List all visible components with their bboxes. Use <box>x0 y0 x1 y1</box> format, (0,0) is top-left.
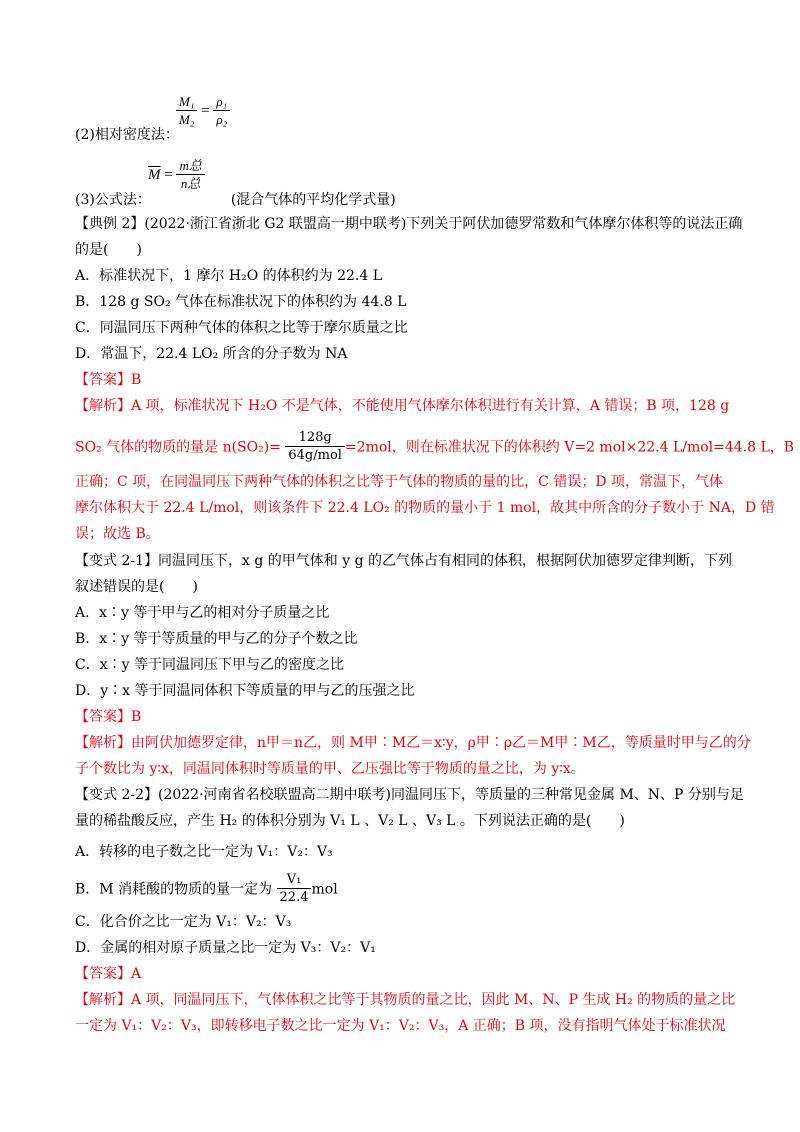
variant-2-1-option-b: B．x∶y 等于等质量的甲与乙的分子个数之比 <box>75 631 358 647</box>
variant-2-1-analysis: 【解析】由阿伏加德罗定律，n甲＝n乙，则 M甲∶M乙＝x∶y，ρ甲∶ρ乙＝M甲∶M乙，等质量时甲与乙的分 <box>75 735 751 751</box>
variant-2-2-stem-cont: 量的稀盐酸反应，产生 H₂ 的体积分别为 V₁ L 、V₂ L 、V₃ L 。下列说法正确的是( ) <box>75 813 625 829</box>
example-2-analysis-formula-line: SO₂ 气体的物质的量是 n(SO₂)= $\frac{128g}{\text{64g/mol}}$ =2mol，则在标准状况下的体积约 V=2 mol×22.4 L/mol=44.8 L，B <box>75 430 795 463</box>
variant-2-1-option-d: D．y∶x 等于同温同体积下等质量的甲与乙的压强之比 <box>75 683 415 699</box>
example-2-option-d: D．常温下，22.4 LO₂ 所含的分子数为 NA <box>75 346 348 362</box>
example-2-option-b: B．128 g SO₂ 气体在标准状况下的体积约为 44.8 L <box>75 294 407 310</box>
section-3-note: (混合气体的平均化学式量) <box>230 192 396 208</box>
variant-2-2-analysis: 【解析】A 项，同温同压下，气体体积之比等于其物质的量之比，因此 M、N、P 生成 H₂ 的物质的量之比 <box>75 992 736 1008</box>
example-tag: 【典例 2】 <box>75 216 145 232</box>
molar-mass-ratio <box>176 93 197 128</box>
denominator: ρ₂ <box>216 112 228 127</box>
variant-2-1-option-a: A．x∶y 等于甲与乙的相对分子质量之比 <box>75 605 330 621</box>
example-2-analysis-line-5: 误；故选 B。 <box>75 526 160 542</box>
denominator: n总 <box>180 176 201 191</box>
numerator: m总 <box>176 157 204 175</box>
numerator: M₁ <box>176 93 197 111</box>
variant-2-1-stem-cont: 叙述错误的是( ) <box>75 579 198 595</box>
example-2-answer: 【答案】B <box>75 372 142 388</box>
section-2-label: (2)相对密度法： <box>75 127 179 143</box>
density-ratio-formula <box>176 94 230 129</box>
example-2-option-c: C．同温同压下两种气体的体积之比等于摩尔质量之比 <box>75 320 408 336</box>
variant-2-2-stem: 【变式 2-2】(2022·河南省名校联盟高二期中联考)同温同压下，等质量的三种常见金属 M、N、P 分别与足 <box>75 787 744 803</box>
variant-2-1-analysis-line-2: 子个数比为 y∶x，同温同体积时等质量的甲、乙压强比等于物质的量之比，为 y∶x。 <box>75 761 585 777</box>
section-3-label: (3)公式法： (混合气体的平均化学式量) <box>75 192 396 208</box>
variant-2-1-option-c: C．x∶y 等于同温同压下甲与乙的密度之比 <box>75 657 344 673</box>
moles-fraction: $\frac{128g}{\text{64g/mol}}$ <box>285 429 345 464</box>
variant-2-2-option-a: A．转移的电子数之比一定为 V₁：V₂：V₃ <box>75 844 333 860</box>
variant-2-1-stem: 【变式 2-1】同温同压下，x g 的甲气体和 y g 的乙气体占有相同的体积，根据阿伏加德罗定律判断，下列 <box>75 553 732 569</box>
example-2-option-a: A．标准状况下，1 摩尔 H₂O 的体积约为 22.4 L <box>75 268 383 284</box>
acid-moles-fraction: $\frac{\text{V₁}}{22.4}$ <box>277 871 312 906</box>
mean-molar-mass-formula <box>148 158 205 193</box>
variant-tag: 【变式 2-2】 <box>75 787 158 803</box>
example-2-analysis-line-3: 正确；C 项，在同温同压下两种气体的体积之比等于气体的物质的量的比，C 错误；D 项，常温下，气体 <box>75 474 723 490</box>
variant-2-2-option-c: C．化合价之比一定为 V₁：V₂：V₃ <box>75 914 292 930</box>
variant-2-1-answer: 【答案】B <box>75 709 142 725</box>
denominator: M₂ <box>179 112 195 127</box>
variant-2-2-answer: 【答案】A <box>75 966 142 982</box>
mass-over-moles <box>176 157 204 192</box>
example-2-stem-cont: 的是( ) <box>75 242 142 258</box>
variant-2-2-option-b: B．M 消耗酸的物质的量一定为 $\frac{\text{V₁}}{22.4}$ mol <box>75 872 338 905</box>
variant-tag: 【变式 2-1】 <box>75 553 158 569</box>
equals-sign: = <box>201 102 210 119</box>
mean-molar-mass: $\overline{M}$ <box>148 166 161 183</box>
density-ratio <box>213 93 230 128</box>
example-2-analysis-line-4: 摩尔体积大于 22.4 L/mol，则该条件下 22.4 LO₂ 的物质的量小于 1 mol，故其中所含的分子数小于 NA，D 错 <box>75 500 775 516</box>
numerator: ρ₁ <box>213 93 230 111</box>
variant-2-2-analysis-line-2: 一定为 V₁：V₂：V₃，即转移电子数之比一定为 V₁：V₂：V₃，A 正确；B 项，没有指明气体处于标准状况 <box>75 1018 726 1034</box>
example-2-stem: 【典例 2】(2022·浙江省浙北 G2 联盟高一期中联考)下列关于阿伏加德罗常数和气体摩尔体积等的说法正确 <box>75 216 743 232</box>
equals-sign: = <box>164 166 173 183</box>
variant-2-2-option-d: D．金属的相对原子质量之比一定为 V₃：V₂：V₁ <box>75 940 376 956</box>
example-2-analysis: 【解析】A 项，标准状况下 H₂O 不是气体，不能使用气体摩尔体积进行有关计算，A 错误；B 项，128 g <box>75 398 730 414</box>
